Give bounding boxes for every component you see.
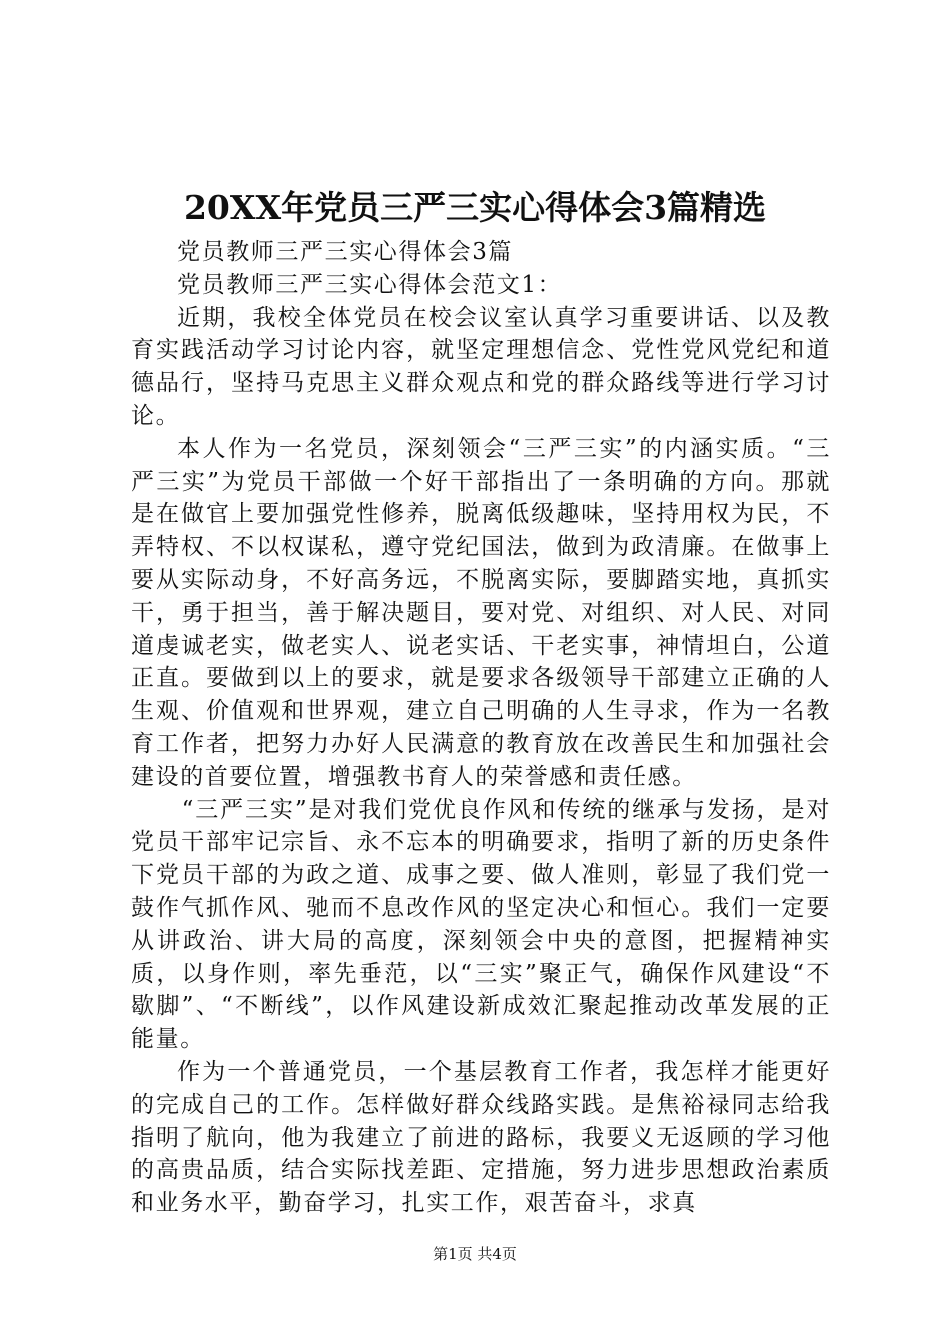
paragraph-3: “三严三实”是对我们党优良作风和传统的继承与发扬，是对党员干部牢记宗旨、永不忘本的明确要求，指明了新的历史条件下党员干部的为政之道、成事之要、做人准则，彰显了我们党一鼓作气抓作风、驰而不息改作风的坚定决心和恒心。我们一定要从讲政治、讲大局的高度，深刻领会中央的意图，把握精神实质，以身作则，率先垂范，以“三实”聚正气，确保作风建设“不歇脚”、“不断线”，以作风建设新成效汇聚起推动改革发展的正能量。: [131, 796, 831, 1053]
document-title: 20XX年党员三严三实心得体会3篇精选: [183, 188, 767, 227]
subtitle-line: 党员教师三严三实心得体会3篇: [177, 239, 514, 265]
paragraph-4: 作为一个普通党员，一个基层教育工作者，我怎样才能更好的完成自己的工作。怎样做好群众线路实践。是焦裕禄同志给我指明了航向，他为我建立了前进的路标，我要义无返顾的学习他的高贵品质，结合实际找差距、定措施，努力进步思想政治素质和业务水平，勤奋学习，扎实工作，艰苦奋斗，求真: [131, 1058, 831, 1217]
page-footer: 第1页 共4页: [433, 1245, 517, 1263]
paragraph-1: 近期，我校全体党员在校会议室认真学习重要讲话、以及教育实践活动学习讨论内容，就坚定理想信念、党性党风党纪和道德品行，坚持马克思主义群众观点和党的群众路线等进行学习讨论。: [131, 304, 831, 429]
section-heading: 党员教师三严三实心得体会范文1：: [177, 271, 563, 298]
document-body: [131, 236, 831, 1220]
paragraph-2: 本人作为一名党员，深刻领会“三严三实”的内涵实质。“三严三实”为党员干部做一个好干部指出了一条明确的方向。那就是在做官上要加强党性修养，脱离低级趣味，坚持用权为民，不弄特权、不以权谋私，遵守党纪国法，做到为政清廉。在做事上要从实际动身，不好高务远，不脱离实际，要脚踏实地，真抓实干，勇于担当，善于解决题目，要对党、对组织、对人民、对同道虔诚老实，做老实人、说老实话、干老实事，神情坦白，公道正直。要做到以上的要求，就是要求各级领导干部建立正确的人生观、价值观和世界观，建立自己明确的人生寻求，作为一名教育工作者，把努力办好人民满意的教育放在改善民生和加强社会建设的首要位置，增强教书育人的荣誉感和责任感。: [131, 435, 831, 790]
